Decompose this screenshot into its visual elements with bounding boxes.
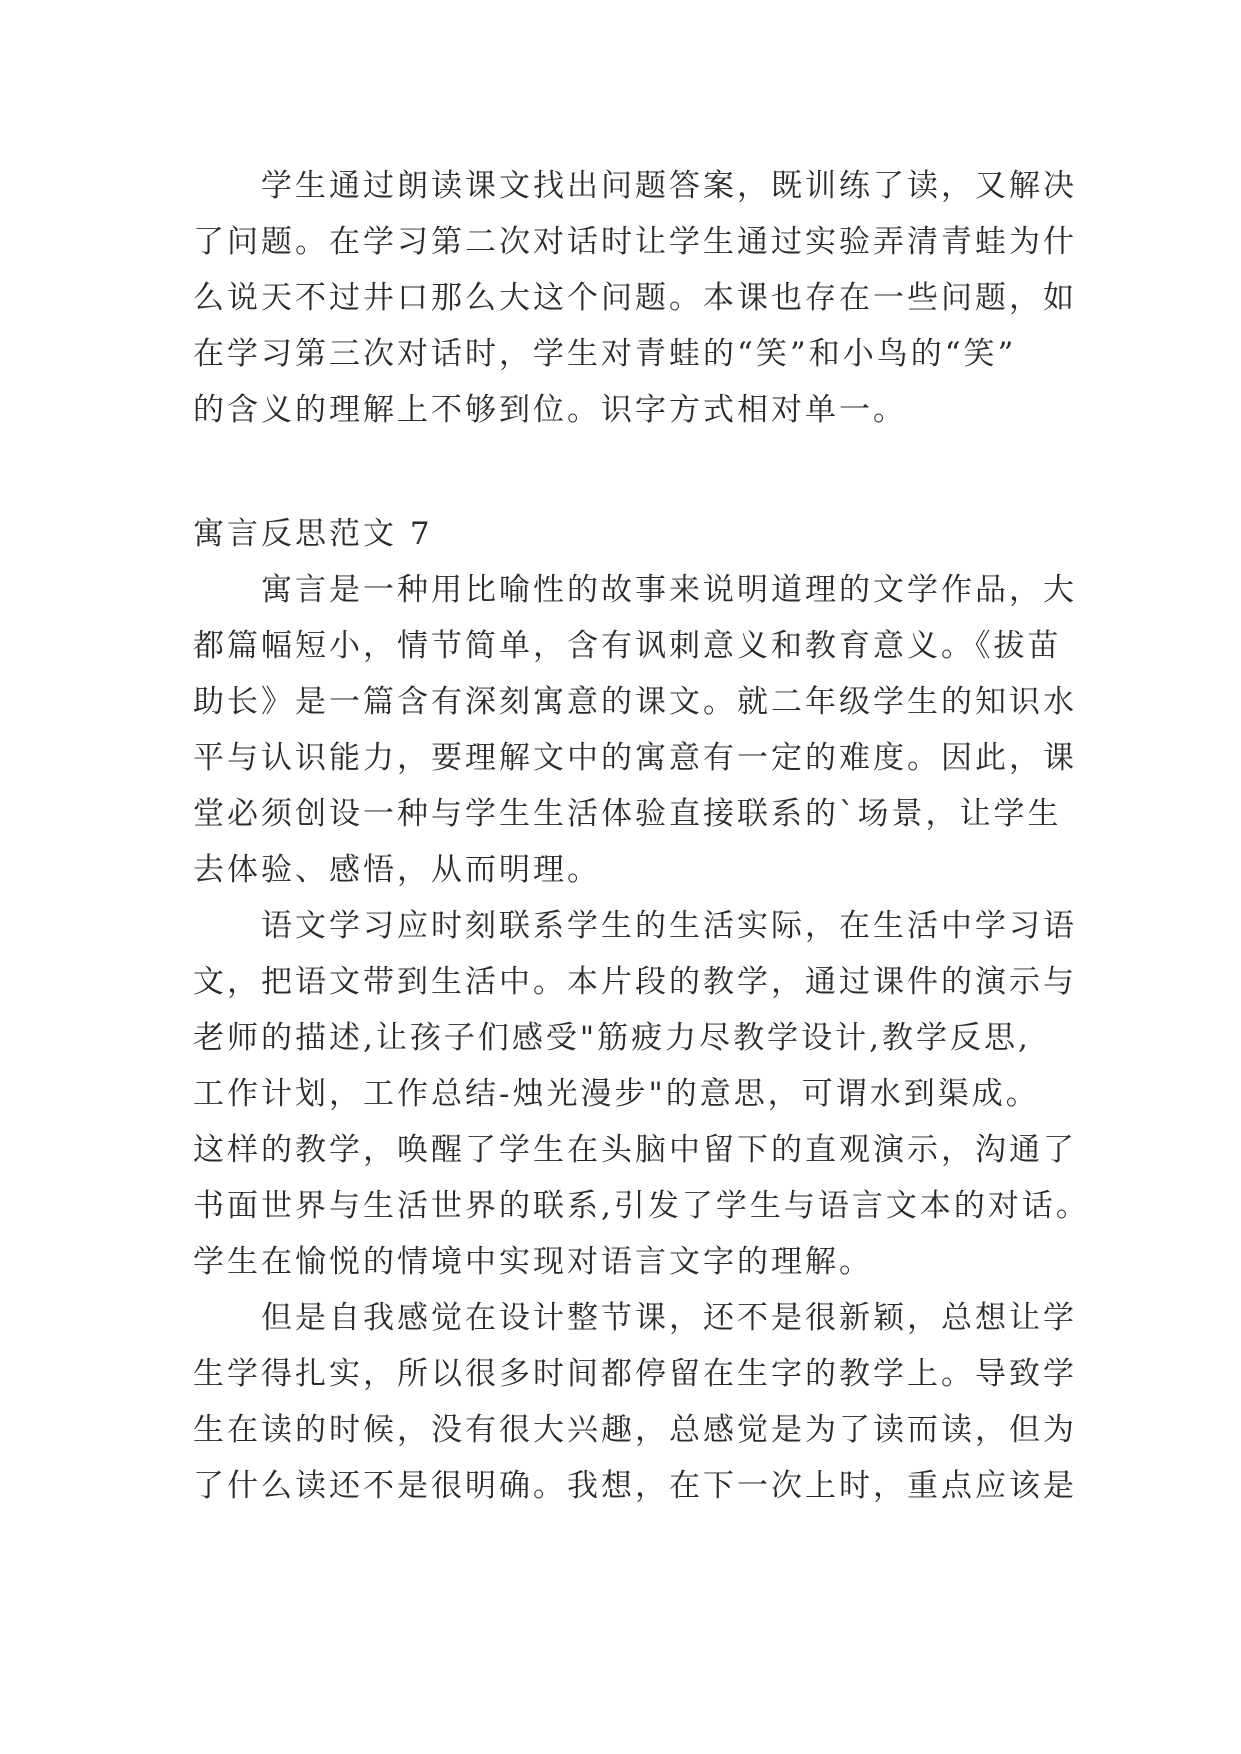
paragraph-line: 都篇幅短小，情节简单，含有讽刺意义和教育意义。《拔苗 xyxy=(193,628,1062,664)
paragraph-line: 文，把语文带到生活中。本片段的教学，通过课件的演示与 xyxy=(193,964,1077,1000)
paragraph-3 xyxy=(193,898,1090,1290)
paragraph-line: 去体验、感悟，从而明理。 xyxy=(193,852,601,888)
paragraph-line: 工作计划，工作总结-烛光漫步"的意思，可谓水到渠成。 xyxy=(193,1076,1040,1112)
paragraph-line: 平与认识能力，要理解文中的寓意有一定的难度。因此，课 xyxy=(193,740,1077,776)
paragraph-line: 但是自我感觉在设计整节课，还不是很新颖，总想让学 xyxy=(193,1300,1077,1336)
paragraph-2 xyxy=(193,562,1077,898)
paragraph-line: 生在读的时候，没有很大兴趣，总感觉是为了读而读，但为 xyxy=(193,1412,1077,1448)
paragraph-line: 学生在愉悦的情境中实现对语言文字的理解。 xyxy=(193,1244,873,1280)
paragraph-line: 生学得扎实，所以很多时间都停留在生字的教学上。导致学 xyxy=(193,1356,1077,1392)
paragraph-line: 学生通过朗读课文找出问题答案，既训练了读，又解决 xyxy=(193,168,1077,204)
paragraph-line: 这样的教学，唤醒了学生在头脑中留下的直观演示，沟通了 xyxy=(193,1132,1077,1168)
paragraph-line: 在学习第三次对话时，学生对青蛙的“笑”和小鸟的“笑” xyxy=(193,336,1017,372)
paragraph-line: 语文学习应时刻联系学生的生活实际，在生活中学习语 xyxy=(193,908,1077,944)
paragraph-line: 了什么读还不是很明确。我想，在下一次上时，重点应该是 xyxy=(193,1468,1077,1504)
paragraph-line: 寓言是一种用比喻性的故事来说明道理的文学作品，大 xyxy=(193,572,1077,608)
paragraph-line: 助长》是一篇含有深刻寓意的课文。就二年级学生的知识水 xyxy=(193,684,1077,720)
paragraph-4 xyxy=(193,1290,1077,1514)
paragraph-line: 老师的描述,让孩子们感受"筋疲力尽教学设计,教学反思, xyxy=(193,1020,1031,1056)
section-7 xyxy=(193,506,1090,1514)
paragraph-line: 么说天不过井口那么大这个问题。本课也存在一些问题，如 xyxy=(193,280,1077,316)
section-heading: 寓言反思范文 7 xyxy=(193,516,433,552)
paragraph-line: 的含义的理解上不够到位。识字方式相对单一。 xyxy=(193,392,907,428)
paragraph-1 xyxy=(193,158,1077,438)
paragraph-line: 堂必须创设一种与学生生活体验直接联系的`场景，让学生 xyxy=(193,796,1062,832)
paragraph-line: 书面世界与生活世界的联系,引发了学生与语言文本的对话。 xyxy=(193,1188,1090,1224)
paragraph-line: 了问题。在学习第二次对话时让学生通过实验弄清青蛙为什 xyxy=(193,224,1077,260)
